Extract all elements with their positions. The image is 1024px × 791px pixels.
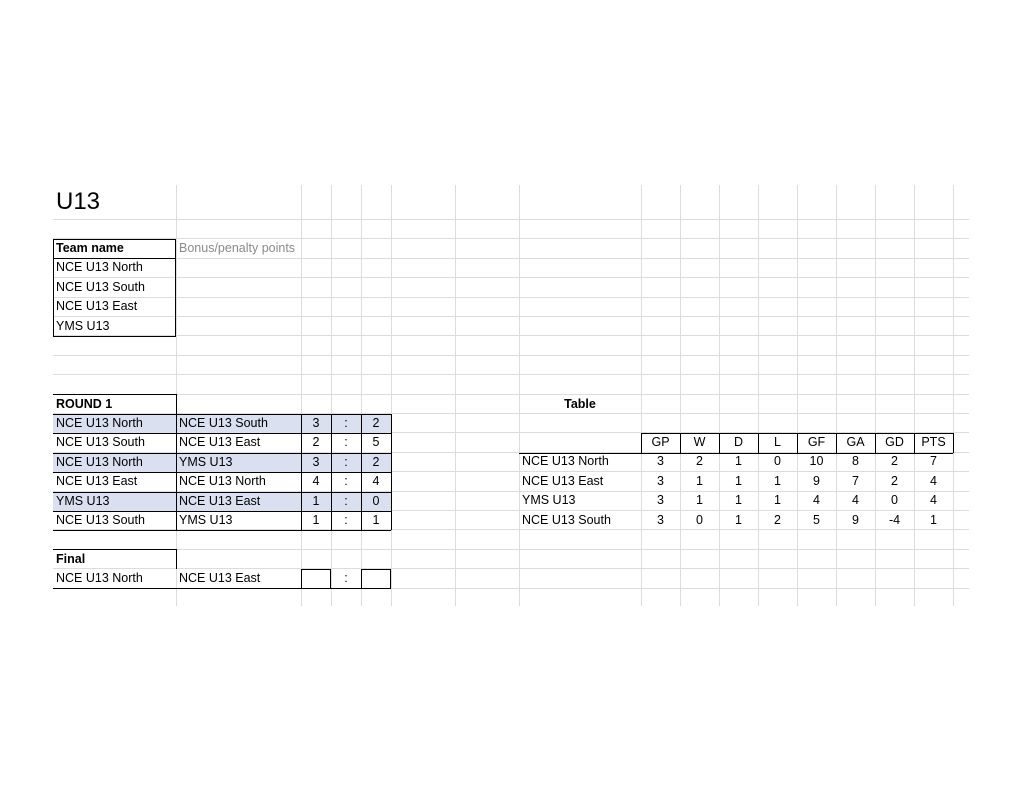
standings-column-header: W (693, 435, 706, 449)
standings-team-name: NCE U13 North (522, 454, 609, 468)
standings-column-header: PTS (921, 435, 946, 449)
match-home-score: 1 (312, 513, 320, 527)
grid-row-line (53, 335, 969, 336)
standings-team-name: YMS U13 (522, 493, 576, 507)
match-away-score: 2 (372, 416, 380, 430)
grid-column-line (680, 185, 681, 606)
match-score-separator: : (344, 513, 348, 527)
standings-cell-l: 1 (774, 474, 781, 488)
match-column-rule (176, 414, 177, 530)
standings-cell-pts: 1 (930, 513, 937, 527)
match-score-separator: : (344, 474, 348, 488)
match-away-team: NCE U13 East (179, 494, 261, 508)
standings-cell-gp: 3 (657, 474, 664, 488)
match-column-rule (331, 414, 332, 530)
match-home-team: NCE U13 East (56, 474, 138, 488)
team-list-item: NCE U13 South (56, 280, 145, 294)
round1-header-rule-top (53, 394, 176, 395)
match-away-score: 1 (372, 513, 380, 527)
grid-row-line (53, 355, 969, 356)
match-home-score: 3 (312, 455, 320, 469)
grid-column-line (953, 185, 954, 606)
standings-column-header: GP (651, 435, 670, 449)
team-list-item: NCE U13 North (56, 260, 143, 274)
grid-column-line (361, 185, 362, 606)
standings-cell-l: 2 (774, 513, 781, 527)
standings-cell-w: 2 (696, 454, 703, 468)
team-list-box (53, 239, 176, 337)
grid-row-line (53, 316, 969, 317)
final-score-separator: : (344, 571, 348, 585)
standings-cell-ga: 7 (852, 474, 859, 488)
match-row-rule (53, 472, 391, 473)
match-home-score: 4 (312, 474, 320, 488)
team-header-rule (53, 258, 176, 259)
grid-row-line (53, 219, 969, 220)
standings-column-header: GF (807, 435, 826, 449)
grid-row-line (53, 394, 969, 395)
standings-cell-ga: 9 (852, 513, 859, 527)
round1-header: ROUND 1 (56, 397, 113, 411)
match-row-rule (53, 453, 391, 454)
match-home-score: 2 (312, 435, 320, 449)
standings-cell-gd: -4 (888, 513, 901, 527)
grid-column-line (875, 185, 876, 606)
standings-column-header: L (774, 435, 781, 449)
grid-column-line (641, 185, 642, 606)
match-away-team: NCE U13 North (179, 474, 266, 488)
grid-column-line (455, 185, 456, 606)
standings-team-name: NCE U13 South (522, 513, 611, 527)
match-row-rule (53, 433, 391, 434)
standings-header-column-rule (680, 433, 681, 453)
grid-column-line (391, 185, 392, 606)
final-header-rule-top (53, 549, 176, 550)
match-column-rule (391, 414, 392, 530)
standings-cell-gp: 3 (657, 513, 664, 527)
standings-column-header: GD (885, 435, 904, 449)
standings-header-column-rule (719, 433, 720, 453)
standings-cell-pts: 7 (930, 454, 937, 468)
standings-cell-gf: 10 (809, 454, 824, 468)
match-column-rule (361, 414, 362, 530)
standings-title: Table (564, 397, 596, 411)
match-home-team: NCE U13 South (56, 513, 145, 527)
standings-cell-gp: 3 (657, 493, 664, 507)
grid-column-line (301, 185, 302, 606)
standings-header-column-rule (953, 433, 954, 453)
match-row-rule (53, 414, 391, 415)
standings-cell-l: 1 (774, 493, 781, 507)
match-home-team: NCE U13 North (56, 455, 143, 469)
standings-cell-pts: 4 (930, 493, 937, 507)
standings-header-column-rule (836, 433, 837, 453)
grid-column-line (331, 185, 332, 606)
bonus-points-header: Bonus/penalty points (179, 241, 296, 255)
match-away-score: 0 (372, 494, 380, 508)
standings-cell-w: 1 (696, 493, 703, 507)
standings-cell-gf: 9 (813, 474, 820, 488)
match-home-team: NCE U13 South (56, 435, 145, 449)
standings-cell-l: 0 (774, 454, 781, 468)
standings-header-column-rule (758, 433, 759, 453)
grid-column-line (719, 185, 720, 606)
standings-header-column-rule (797, 433, 798, 453)
standings-cell-ga: 8 (852, 454, 859, 468)
standings-column-header: GA (846, 435, 865, 449)
match-away-score: 2 (372, 455, 380, 469)
match-away-team: NCE U13 East (179, 435, 261, 449)
standings-cell-gp: 3 (657, 454, 664, 468)
match-score-separator: : (344, 494, 348, 508)
match-row-rule (53, 492, 391, 493)
team-list-item: YMS U13 (56, 319, 110, 333)
standings-cell-d: 1 (735, 474, 742, 488)
standings-cell-d: 1 (735, 454, 742, 468)
standings-cell-gd: 0 (891, 493, 898, 507)
grid-row-line (53, 549, 969, 550)
final-header-rule-side (176, 549, 177, 569)
match-row-rule (53, 511, 391, 512)
round1-header-rule-side (176, 394, 177, 414)
match-away-team: YMS U13 (179, 455, 233, 469)
grid-row-line (53, 374, 969, 375)
standings-cell-pts: 4 (930, 474, 937, 488)
final-home-score-cell[interactable] (301, 569, 331, 589)
match-score-separator: : (344, 435, 348, 449)
standings-header-column-rule (641, 433, 642, 453)
match-score-separator: : (344, 455, 348, 469)
grid-column-line (758, 185, 759, 606)
match-home-score: 3 (312, 416, 320, 430)
standings-column-header: D (733, 435, 744, 449)
sheet-title: U13 (56, 188, 101, 215)
match-away-team: NCE U13 South (179, 416, 268, 430)
final-header: Final (56, 552, 86, 566)
match-home-team: NCE U13 North (56, 416, 143, 430)
match-away-score: 5 (372, 435, 380, 449)
standings-cell-d: 1 (735, 493, 742, 507)
team-list-item: NCE U13 East (56, 299, 138, 313)
final-bottom-rule (53, 588, 391, 589)
grid-column-line (797, 185, 798, 606)
final-away-team: NCE U13 East (179, 571, 261, 585)
standings-cell-gf: 4 (813, 493, 820, 507)
match-score-separator: : (344, 416, 348, 430)
standings-header-column-rule (875, 433, 876, 453)
standings-header-column-rule (914, 433, 915, 453)
final-home-team: NCE U13 North (56, 571, 143, 585)
standings-cell-gd: 2 (891, 474, 898, 488)
standings-cell-d: 1 (735, 513, 742, 527)
standings-cell-w: 0 (696, 513, 703, 527)
match-home-score: 1 (312, 494, 320, 508)
match-away-team: YMS U13 (179, 513, 233, 527)
standings-cell-gd: 2 (891, 454, 898, 468)
grid-column-line (914, 185, 915, 606)
standings-cell-w: 1 (696, 474, 703, 488)
match-column-rule (301, 414, 302, 530)
final-away-score-cell[interactable] (361, 569, 391, 589)
match-away-score: 4 (372, 474, 380, 488)
match-row-rule (53, 530, 391, 531)
match-home-team: YMS U13 (56, 494, 110, 508)
standings-cell-ga: 4 (852, 493, 859, 507)
standings-team-name: NCE U13 East (522, 474, 604, 488)
grid-row-line (53, 277, 969, 278)
grid-column-line (836, 185, 837, 606)
team-name-header: Team name (56, 241, 124, 255)
standings-cell-gf: 5 (813, 513, 820, 527)
grid-row-line (53, 297, 969, 298)
grid-row-line (53, 258, 969, 259)
